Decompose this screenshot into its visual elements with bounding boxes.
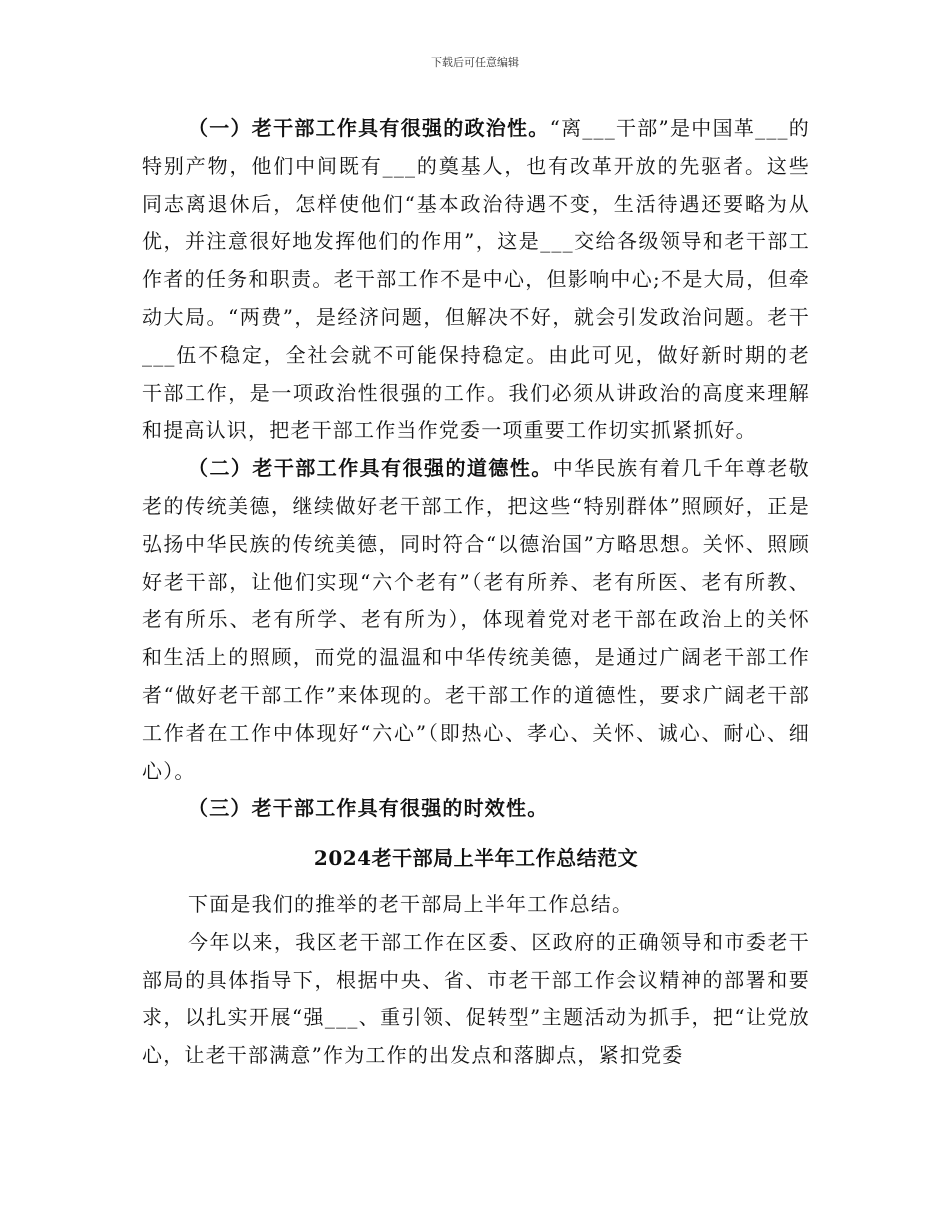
page-header: 下载后可任意编辑 [431, 56, 519, 69]
body-paragraph-2: 今年以来，我区老干部工作在区委、区政府的正确领导和市委老干部局的具体指导下，根据中央、省、市老干部工作会议精神的部署和要求，以扎实开展“强___、重引领、促转型”主题活动为抓手，把“让党放心，让老干部满意”作为工作的出发点和落脚点，紧扣党委 [142, 929, 810, 1068]
document-body [142, 110, 810, 1075]
section-heading-2: （二）老干部工作具有很强的道德性。 [188, 456, 553, 481]
section-paragraph-3 [142, 790, 810, 828]
section-heading-1: （一）老干部工作具有很强的政治性。 [188, 116, 550, 140]
body-paragraph-1: 下面是我们的推举的老干部局上半年工作总结。 [188, 891, 634, 916]
section-paragraph-1 [142, 110, 810, 450]
section-body-1: “离___干部”是中国革___的特别产物，他们中间既有___的奠基人，也有改革开放的先驱者。这些同志离退休后，怎样使他们“基本政治待遇不变，生活待遇还要略为从优，并注意很好地发挥他们的作用”，这是___交给各级领导和老干部工作者的任务和职责。老干部工作不是中心，但影响中心;不是大局，但牵动大局。“两费”，是经济问题，但解决不好，就会引发政治问题。老干___伍不稳定，全社会就不可能保持稳定。由此可见，做好新时期的老干部工作，是一项政治性很强的工作。我们必须从讲政治的高度来理解和提高认识，把老干部工作当作党委一项重要工作切实抓紧抓好。 [142, 116, 810, 443]
section-heading-3: （三）老干部工作具有很强的时效性。 [188, 796, 549, 821]
document-title: 2024老干部局上半年工作总结范文 [313, 846, 639, 871]
section-body-2: 中华民族有着几千年尊老敬老的传统美德，继续做好老干部工作，把这些“特别群体”照顾好，正是弘扬中华民族的传统美德，同时符合“以德治国”方略思想。关怀、照顾好老干部，让他们实现“六个老有”（老有所养、老有所医、老有所教、老有所乐、老有所学、老有所为），体现着党对老干部在政治上的关怀和生活上的照顾，而党的温温和中华传统美德，是通过广阔老干部工作者“做好老干部工作”来体现的。老干部工作的道德性，要求广阔老干部工作者在工作中体现好“六心”（即热心、孝心、关怀、诚心、耐心、细心）。 [142, 456, 810, 783]
section-paragraph-2 [142, 450, 810, 790]
